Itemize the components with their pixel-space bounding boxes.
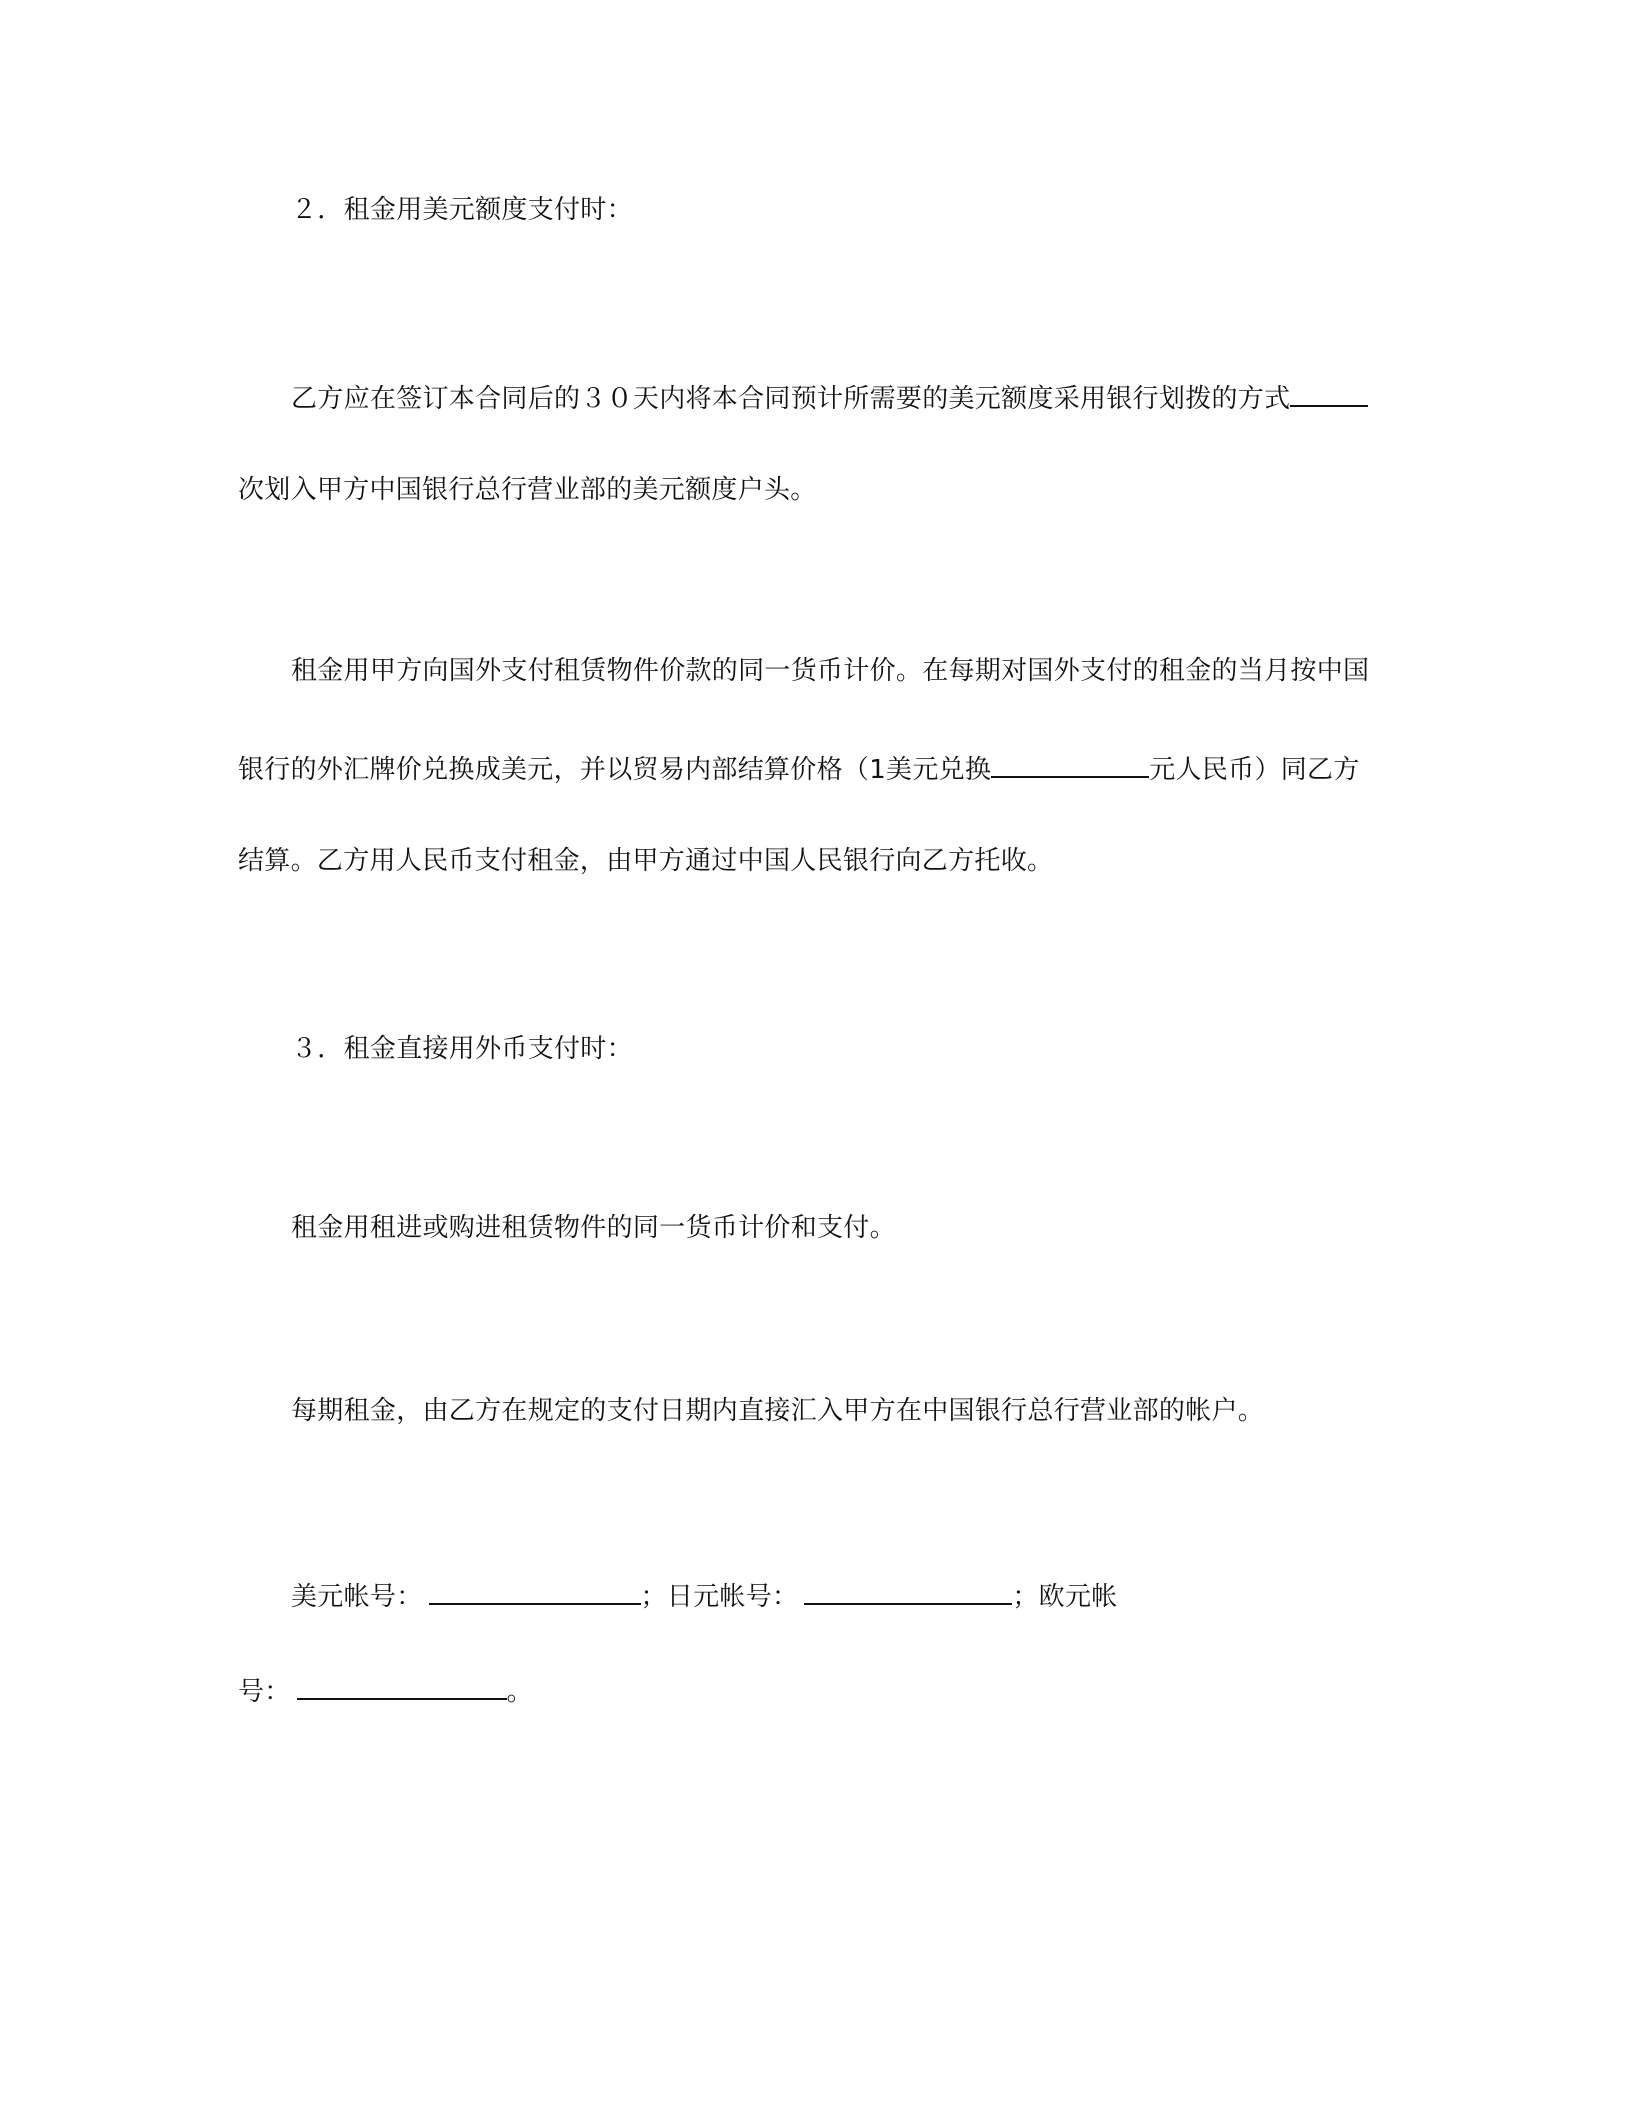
section-3-paragraph-2: 每期租金，由乙方在规定的支付日期内直接汇入甲方在中国银行总行营业部的帐户。 xyxy=(291,1396,1265,1426)
section-2-paragraph-2-line-1: 租金用甲方向国外支付租赁物件价款的同一货币计价。在每期对国外支付的租金的当月按中国 xyxy=(291,656,1370,686)
usd-account-label: 美元帐号： xyxy=(291,1582,423,1612)
text: 银行的外汇牌价兑换成美元，并以贸易内部结算价格（1美元兑换 xyxy=(238,755,992,785)
jpy-account-blank[interactable] xyxy=(804,1575,1012,1605)
jpy-account-label: 日元帐号： xyxy=(666,1582,799,1612)
text: 元人民币）同乙方 xyxy=(1149,755,1360,785)
section-3-heading: ３．租金直接用外币支付时： xyxy=(291,1034,633,1064)
end-punct: 。 xyxy=(506,1677,533,1707)
section-2-paragraph-1-line-1 xyxy=(291,377,1368,417)
usd-account-blank[interactable] xyxy=(429,1575,641,1605)
section-2-paragraph-2-line-2 xyxy=(238,748,1360,788)
blank-field-installments[interactable] xyxy=(1290,377,1368,407)
section-2-heading: ２．租金用美元额度支付时： xyxy=(291,195,633,225)
blank-field-exchange-rate[interactable] xyxy=(991,748,1149,778)
account-numbers-line-1 xyxy=(291,1575,1118,1615)
separator: ； xyxy=(640,1582,667,1612)
section-2-paragraph-2-line-3: 结算。乙方用人民币支付租金，由甲方通过中国人民银行向乙方托收。 xyxy=(238,846,1054,876)
eur-account-label: 欧元帐 xyxy=(1038,1582,1118,1612)
eur-account-label-cont: 号： xyxy=(238,1677,291,1707)
text: 乙方应在签订本合同后的３０天内将本合同预计所需要的美元额度采用银行划拨的方式 xyxy=(291,384,1291,414)
section-3-paragraph-1: 租金用租进或购进租赁物件的同一货币计价和支付。 xyxy=(291,1213,896,1243)
account-numbers-line-2 xyxy=(238,1670,533,1710)
separator: ； xyxy=(1012,1582,1039,1612)
section-2-paragraph-1-line-2: 次划入甲方中国银行总行营业部的美元额度户头。 xyxy=(238,475,817,505)
eur-account-blank[interactable] xyxy=(297,1670,507,1700)
